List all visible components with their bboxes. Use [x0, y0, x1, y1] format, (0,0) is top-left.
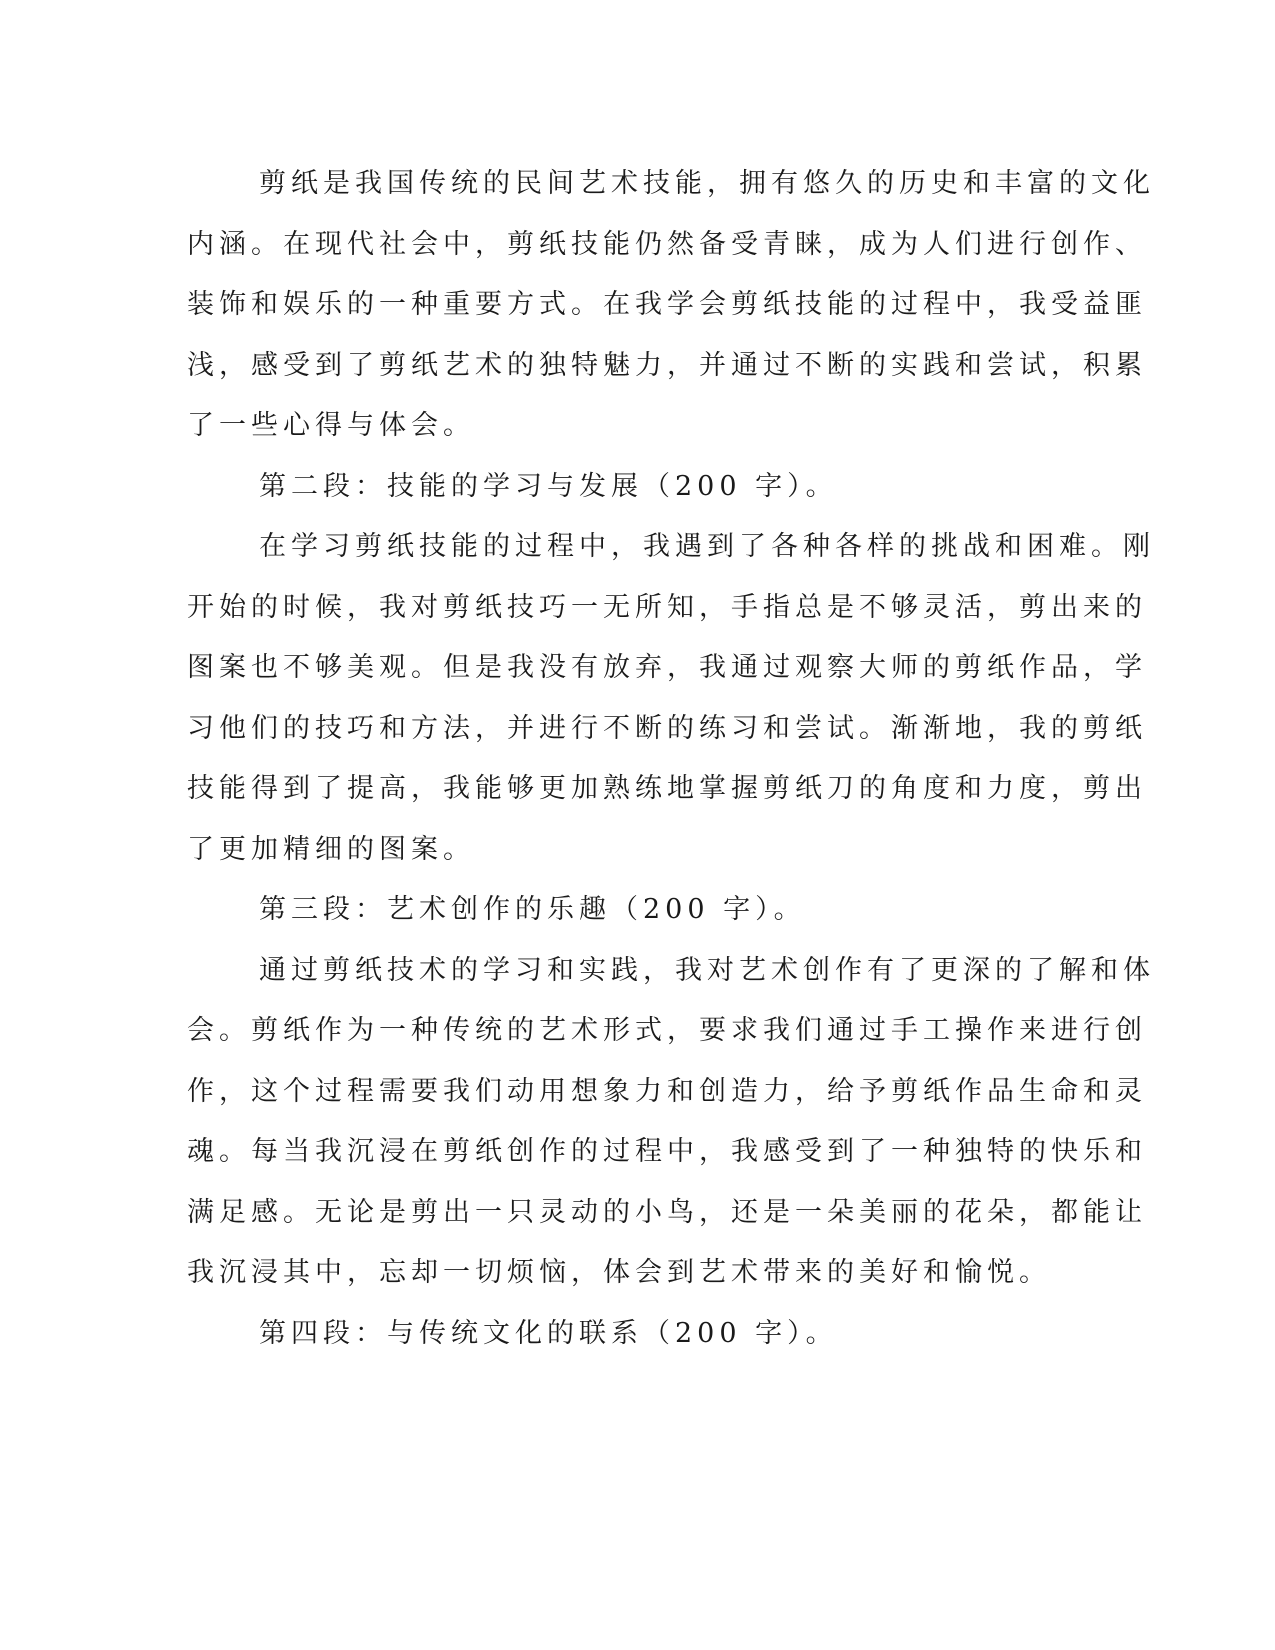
text-line: 会。剪纸作为一种传统的艺术形式，要求我们通过手工操作来进行创: [187, 1015, 1147, 1046]
paragraph-learning: [187, 517, 1155, 880]
section-heading-3: [187, 880, 1067, 941]
text-line: 满足感。无论是剪出一只灵动的小鸟，还是一朵美丽的花朵，都能让: [187, 1196, 1147, 1228]
text-line: 图案也不够美观。但是我没有放弃，我通过观察大师的剪纸作品，学: [187, 652, 1147, 683]
text-line: 通过剪纸技术的学习和实践，我对艺术创作有了更深的了解和体: [259, 954, 1155, 986]
section-heading-2: [187, 457, 1067, 518]
heading-line: 第二段：技能的学习与发展（200 字）。: [259, 470, 838, 502]
paragraph-creation: [187, 941, 1155, 1304]
paragraph-intro: [187, 154, 1155, 457]
text-line: 浅，感受到了剪纸艺术的独特魅力，并通过不断的实践和尝试，积累: [187, 349, 1147, 381]
section-heading-4: [187, 1304, 1067, 1365]
text-line: 内涵。在现代社会中，剪纸技能仍然备受青睐，成为人们进行创作、: [187, 228, 1147, 260]
heading-line: 第三段：艺术创作的乐趣（200 字）。: [259, 894, 806, 925]
text-line: 在学习剪纸技能的过程中，我遇到了各种各样的挑战和困难。刚: [259, 531, 1155, 562]
text-line: 习他们的技巧和方法，并进行不断的练习和尝试。渐渐地，我的剪纸: [187, 712, 1147, 744]
text-line: 我沉浸其中，忘却一切烦恼，体会到艺术带来的美好和愉悦。: [187, 1257, 1051, 1288]
text-line: 装饰和娱乐的一种重要方式。在我学会剪纸技能的过程中，我受益匪: [187, 289, 1147, 320]
document-page: [187, 154, 1155, 1364]
text-line: 作，这个过程需要我们动用想象力和创造力，给予剪纸作品生命和灵: [187, 1075, 1147, 1107]
heading-line: 第四段：与传统文化的联系（200 字）。: [259, 1317, 838, 1349]
text-line: 技能得到了提高，我能够更加熟练地掌握剪纸刀的角度和力度，剪出: [187, 773, 1147, 804]
text-line: 开始的时候，我对剪纸技巧一无所知，手指总是不够灵活，剪出来的: [187, 591, 1147, 623]
text-line: 了一些心得与体会。: [187, 410, 475, 441]
text-line: 了更加精细的图案。: [187, 833, 475, 865]
text-line: 剪纸是我国传统的民间艺术技能，拥有悠久的历史和丰富的文化: [259, 168, 1155, 199]
text-line: 魂。每当我沉浸在剪纸创作的过程中，我感受到了一种独特的快乐和: [187, 1136, 1147, 1167]
